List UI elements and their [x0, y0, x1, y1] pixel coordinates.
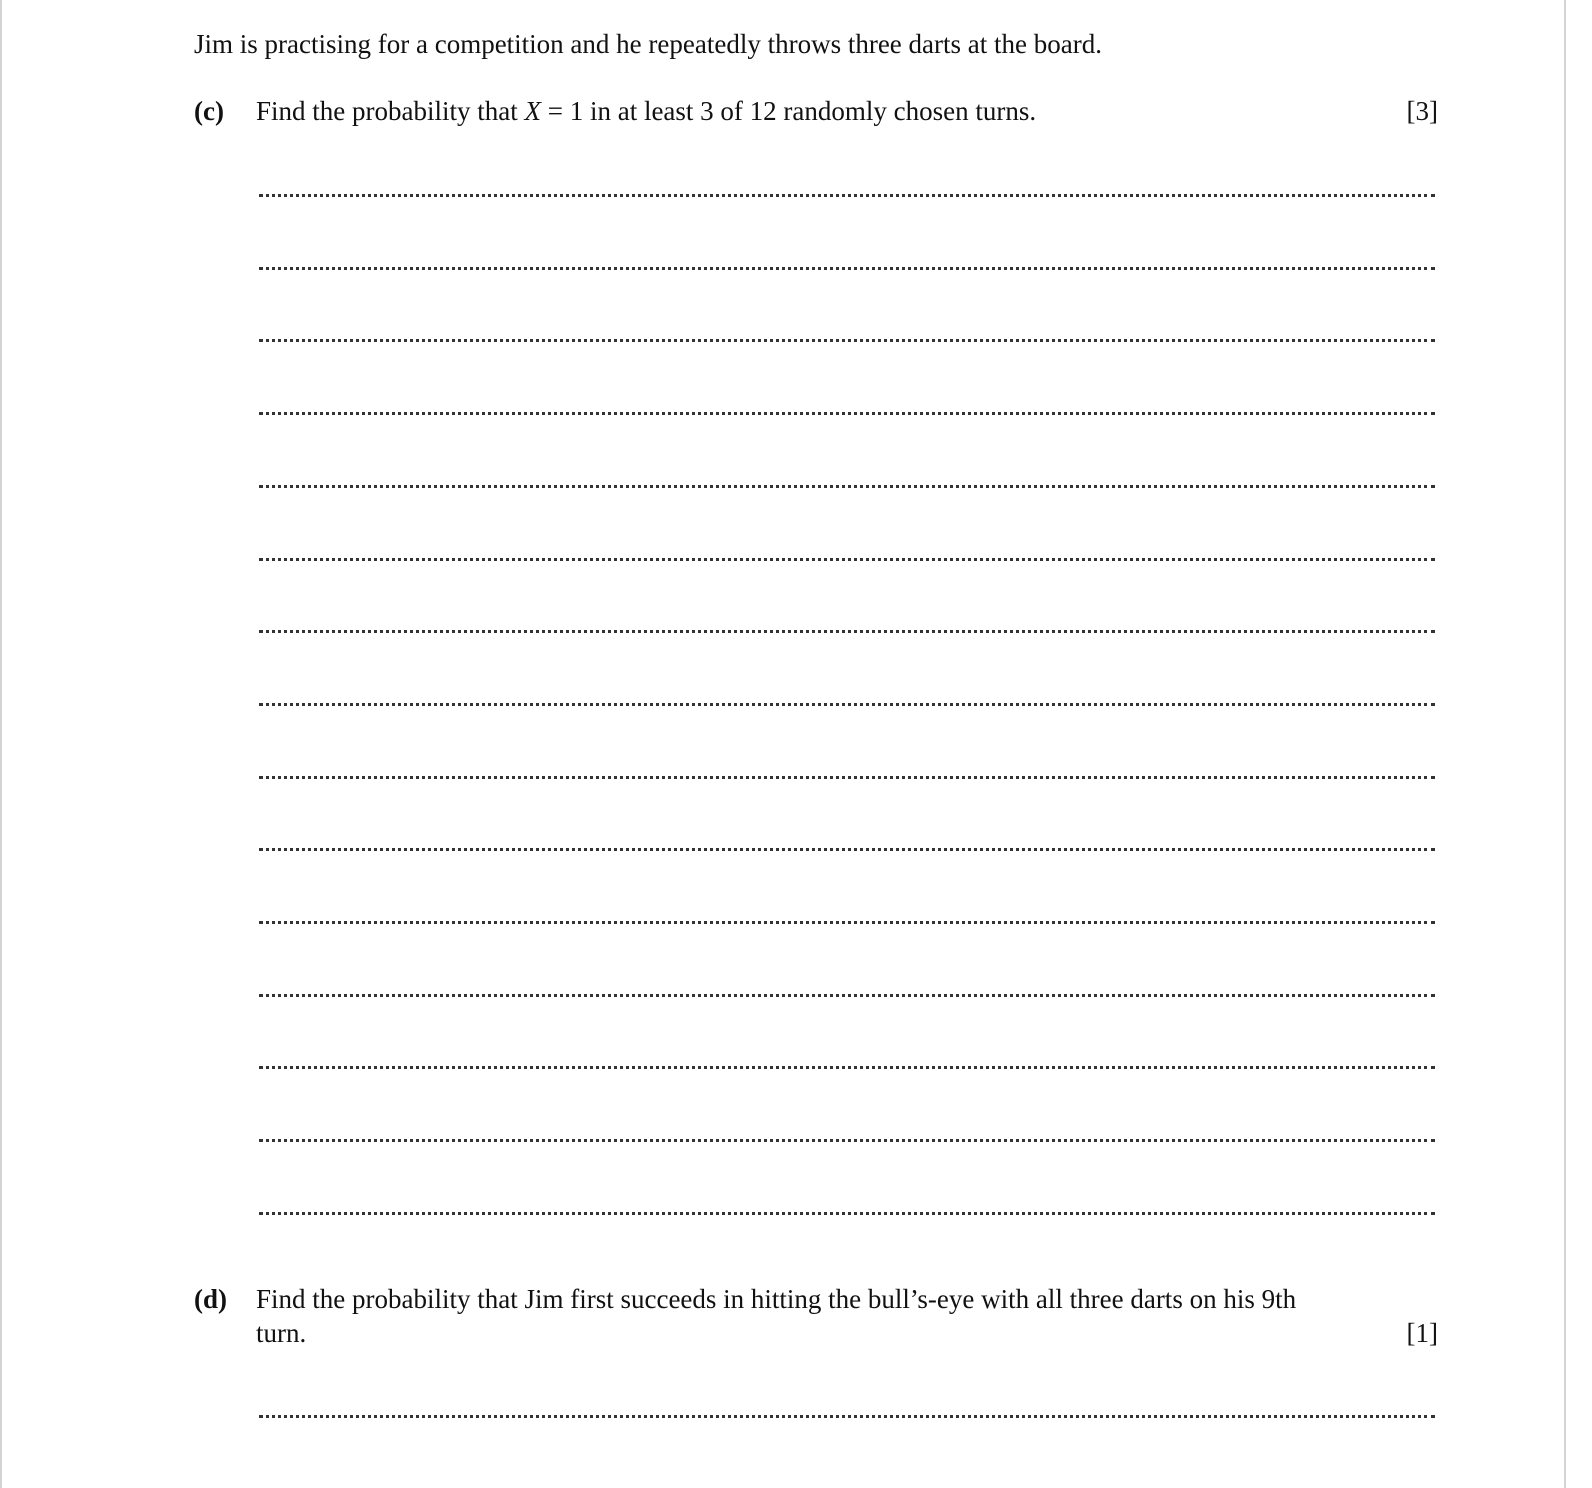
answer-line[interactable]: [259, 703, 1435, 706]
answer-line[interactable]: [259, 194, 1435, 197]
answer-line[interactable]: [259, 412, 1435, 415]
part-d-marks: [1]: [1406, 1318, 1438, 1348]
question-intro: Jim is practising for a competition and he repeatedly throws three darts at the board.: [194, 29, 1102, 59]
answer-line[interactable]: [259, 267, 1435, 270]
answer-line[interactable]: [259, 630, 1435, 633]
part-c-label: (c): [194, 96, 224, 126]
part-d: [194, 1282, 1438, 1352]
part-c: [194, 94, 1438, 128]
answer-line[interactable]: [259, 848, 1435, 851]
answer-line[interactable]: [259, 1415, 1435, 1418]
answer-line[interactable]: [259, 485, 1435, 488]
part-c-variable: X: [524, 96, 541, 126]
answer-line[interactable]: [259, 1212, 1435, 1215]
answer-line[interactable]: [259, 558, 1435, 561]
answer-line[interactable]: [259, 921, 1435, 924]
part-c-question: [256, 94, 1438, 128]
part-c-text-after: = 1 in at least 3 of 12 randomly chosen turns.: [540, 96, 1037, 126]
answer-line[interactable]: [259, 994, 1435, 997]
answer-line[interactable]: [259, 1066, 1435, 1069]
answer-line[interactable]: [259, 339, 1435, 342]
part-c-text-before: Find the probability that: [256, 96, 525, 126]
answer-line[interactable]: [259, 776, 1435, 779]
part-c-marks: [3]: [1406, 96, 1438, 126]
part-d-question-line1: Find the probability that Jim first succeeds in hitting the bull’s-eye with all three darts on his 9th: [256, 1284, 1297, 1314]
part-d-label: (d): [194, 1284, 227, 1314]
part-d-question-line2: turn.: [256, 1318, 307, 1348]
answer-line[interactable]: [259, 1139, 1435, 1142]
